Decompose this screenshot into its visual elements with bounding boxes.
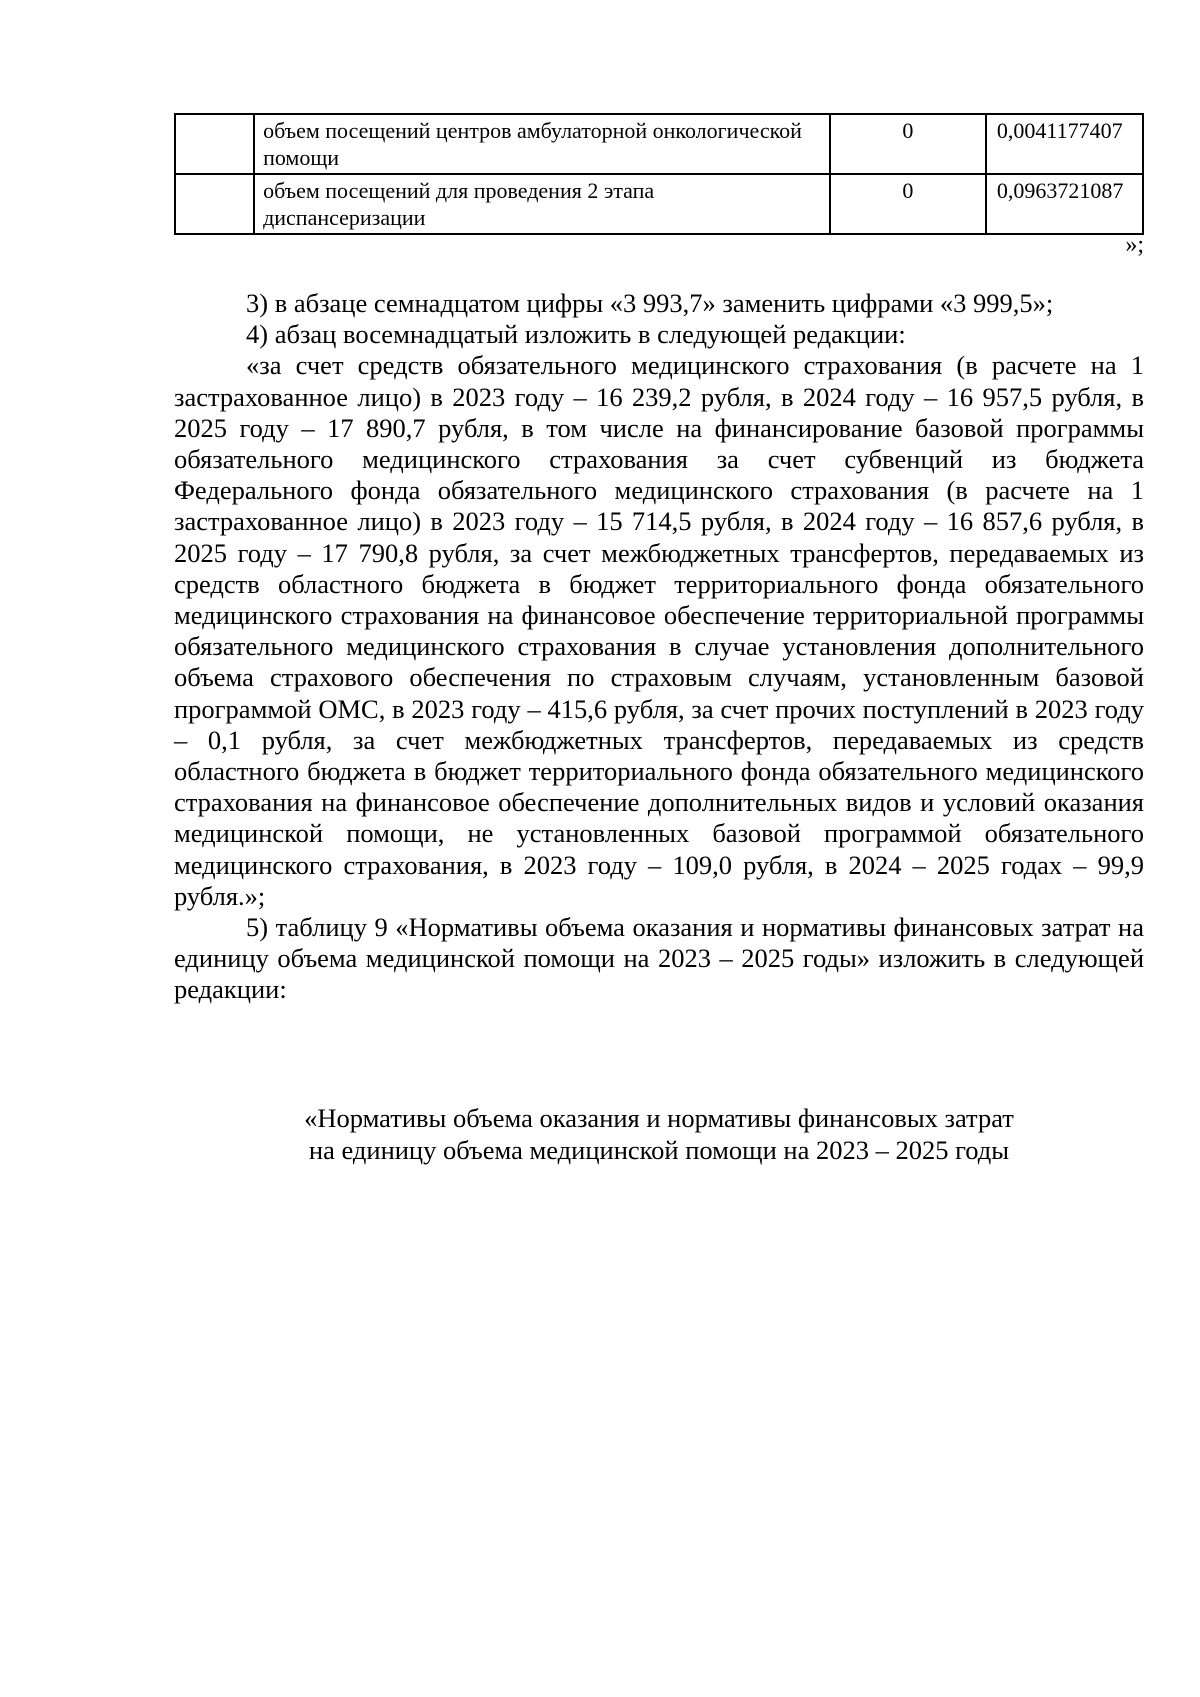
paragraph-item-3: 3) в абзаце семнадцатом цифры «3 993,7» заменить цифрами «3 999,5»; bbox=[246, 288, 1054, 318]
table-cell-description: объем посещений для проведения 2 этапа диспансеризации bbox=[254, 174, 830, 234]
table-cell-empty bbox=[175, 114, 254, 174]
table-cell-value: 0 bbox=[830, 174, 986, 234]
table-title-line-2: на единицу объема медицинской помощи на 2023 – 2025 годы bbox=[308, 1135, 1010, 1165]
norms-table bbox=[174, 113, 1144, 235]
paragraph-quoted-text: «за счет средств обязательного медицинского страхования (в расчете на 1 застрахованное лицо) в 2023 году – 16 239,2 рубля, в 2024 году – 16 957,5 рубля, в 2025 году – 17 890,7 рубля, в том числе на финансирование базовой программы обязательного медицинского страхования за счет субвенций из бюджета Федерального фонда обязательного медицинского страхования (в расчете на 1 застрахованное лицо) в 2023 году – 15 714,5 рубля, в 2024 году – 16 857,6 рубля, в 2025 году – 17 790,8 рубля, за счет межбюджетных трансфертов, передаваемых из средств областного бюджета в бюджет территориального фонда обязательного медицинского страхования на финансовое обеспечение территориальной программы обязательного медицинского страхования в случае установления дополнительного объема страхового обеспечения по страховым случаям, установленным базовой программой ОМС, в 2023 году – 415,6 рубля, за счет прочих поступлений в 2023 году – 0,1 рубля, за счет межбюджетных трансфертов, передаваемых из средств областного бюджета в бюджет территориального фонда обязательного медицинского страхования на финансовое обеспечение дополнительных видов и условий оказания медицинской помощи, не установленных базовой программой обязательного медицинского страхования, в 2023 году – 109,0 рубля, в 2024 – 2025 годах – 99,9 рубля.»; bbox=[174, 350, 1144, 911]
table-cell-value: 0,0963721087 bbox=[986, 174, 1143, 234]
table-cell-description: объем посещений центров амбулаторной онкологической помощи bbox=[254, 114, 830, 174]
paragraph-item-5: 5) таблицу 9 «Нормативы объема оказания и нормативы финансовых затрат на единицу объема медицинской помощи на 2023 – 2025 годы» изложить в следующей редакции: bbox=[174, 912, 1144, 1005]
table-title bbox=[174, 1102, 1144, 1166]
paragraph-item-4: 4) абзац восемнадцатый изложить в следующей редакции: bbox=[246, 319, 906, 350]
table-cell-empty bbox=[175, 174, 254, 234]
table-cell-value: 0,0041177407 bbox=[986, 114, 1143, 174]
table-title-line-1: «Нормативы объема оказания и нормативы финансовых затрат bbox=[304, 1103, 1014, 1133]
table-cell-value: 0 bbox=[830, 114, 986, 174]
table-row bbox=[175, 114, 1143, 174]
body-text bbox=[174, 288, 1144, 1006]
quote-closing-mark: »; bbox=[1125, 232, 1144, 258]
table-row bbox=[175, 174, 1143, 234]
